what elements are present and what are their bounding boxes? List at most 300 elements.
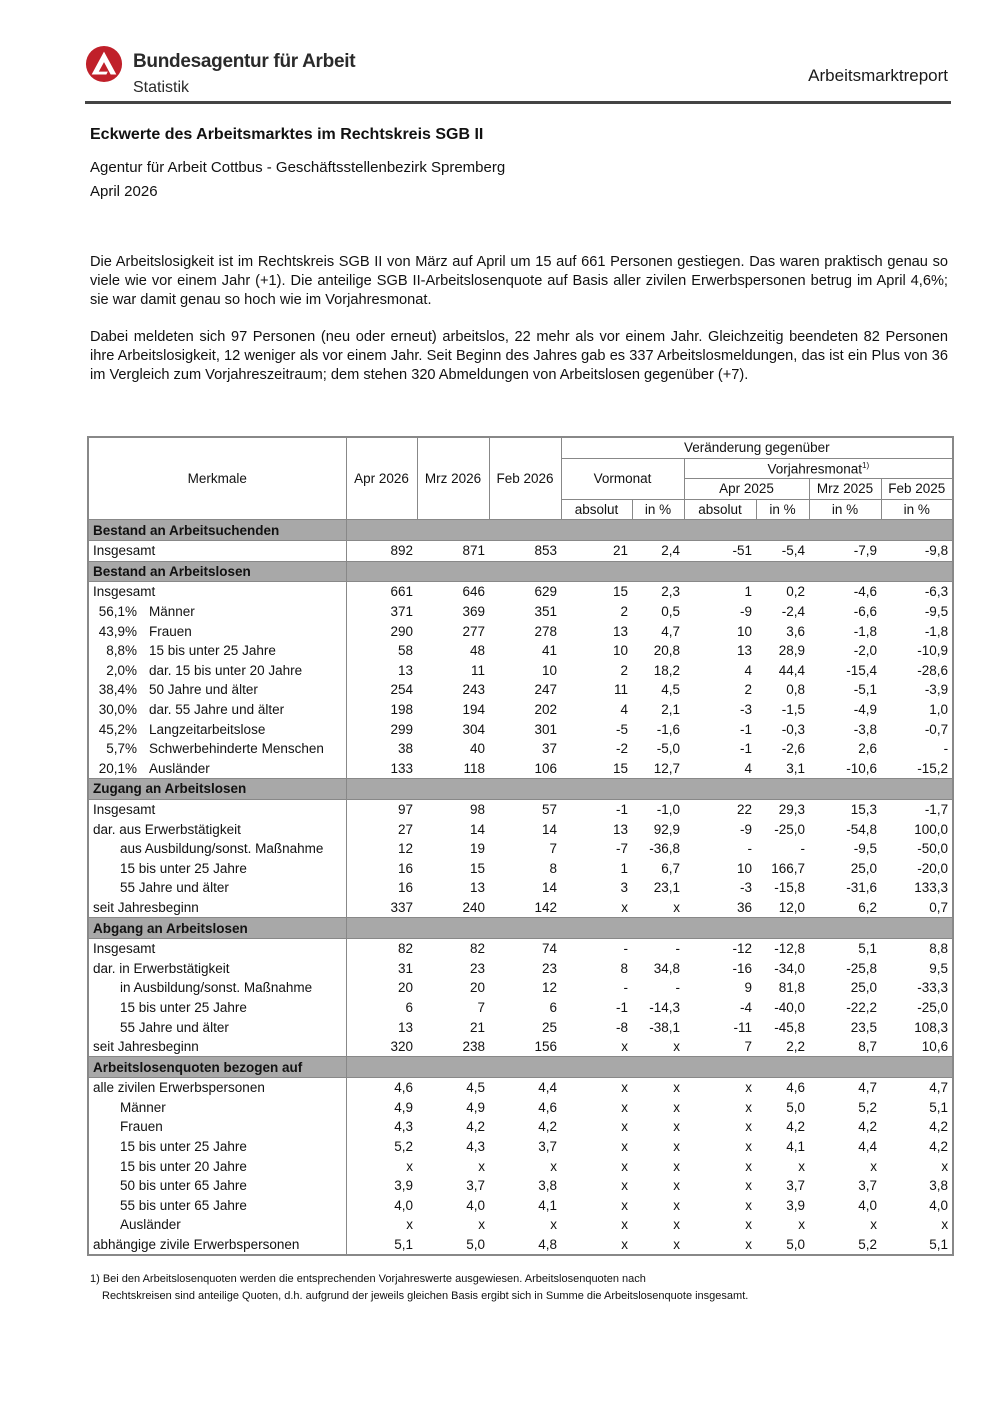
value-cell: x xyxy=(673,1237,680,1253)
value-cell: x xyxy=(798,1158,805,1174)
value-cell: -2,4 xyxy=(781,604,805,620)
row-label-cell xyxy=(88,661,346,681)
section-header-row xyxy=(88,1057,953,1078)
value-cell: x xyxy=(406,1217,413,1233)
value-cell: 25 xyxy=(541,1019,557,1035)
value-cell: x xyxy=(941,1217,949,1233)
value-cell: -4 xyxy=(739,999,752,1015)
value-cell: 15 xyxy=(612,584,628,600)
row-label: aus Ausbildung/sonst. Maßnahme xyxy=(120,841,324,857)
value-cell: -9,5 xyxy=(853,841,877,857)
row-label: dar. aus Erwerbstätigkeit xyxy=(93,821,241,837)
header-apr2025-absolut: absolut xyxy=(684,499,756,520)
value-cell: 13 xyxy=(397,1019,413,1035)
section-title: Bestand an Arbeitslosen xyxy=(88,561,346,582)
value-cell: 5,2 xyxy=(394,1139,413,1155)
row-label: seit Jahresbeginn xyxy=(93,1039,199,1055)
value-cell: -5,0 xyxy=(656,741,680,757)
value-cell: -7 xyxy=(615,841,628,857)
row-label-cell xyxy=(88,1098,346,1118)
value-cell: x xyxy=(550,1217,557,1233)
value-cell: -1,8 xyxy=(924,623,949,639)
page-header xyxy=(85,42,951,104)
value-cell: 7 xyxy=(549,841,557,857)
value-cell: -34,0 xyxy=(774,960,805,976)
row-label-cell xyxy=(88,621,346,641)
value-cell: 5,2 xyxy=(858,1099,877,1115)
value-cell: 4,6 xyxy=(394,1080,413,1096)
section-header-row xyxy=(88,520,953,541)
value-cell: 2 xyxy=(620,604,628,620)
value-cell: x xyxy=(745,1158,752,1174)
value-cell: x xyxy=(621,1197,628,1213)
value-cell: 1,0 xyxy=(929,702,949,718)
row-label: Männer xyxy=(120,1099,166,1115)
value-cell: 20 xyxy=(397,980,413,996)
value-cell: 4,0 xyxy=(858,1197,877,1213)
value-cell: x xyxy=(673,899,680,915)
value-cell: -12,8 xyxy=(774,941,805,957)
table-row xyxy=(88,1156,953,1176)
value-cell: x xyxy=(478,1217,485,1233)
share-percent: 20,1% xyxy=(98,760,137,776)
value-cell: x xyxy=(673,1080,680,1096)
row-label: alle zivilen Erwerbspersonen xyxy=(93,1080,265,1096)
value-cell: 351 xyxy=(534,604,557,620)
value-cell: 4,9 xyxy=(394,1099,413,1115)
value-cell: 37 xyxy=(541,741,557,757)
footnote-line-1: 1) Bei den Arbeitslosenquoten werden die entsprechenden Vorjahreswerte ausgewiesen. Arbeitslosenquoten nach xyxy=(90,1273,646,1285)
value-cell: 98 xyxy=(469,801,485,817)
value-cell: - xyxy=(675,941,680,957)
value-cell: x xyxy=(870,1158,877,1174)
value-cell: 8 xyxy=(549,860,557,876)
value-cell: x xyxy=(745,1139,752,1155)
value-cell: x xyxy=(673,1178,680,1194)
value-cell: -1,7 xyxy=(924,801,949,817)
value-cell: -5,4 xyxy=(781,543,805,559)
value-cell: 3,7 xyxy=(858,1178,877,1194)
value-cell: -11 xyxy=(733,1019,752,1035)
value-cell: 10 xyxy=(612,643,628,659)
share-percent: 8,8% xyxy=(106,643,137,659)
value-cell: x xyxy=(673,1158,680,1174)
row-label: Ausländer xyxy=(120,1217,181,1233)
value-cell: 5,0 xyxy=(786,1237,805,1253)
value-cell: 202 xyxy=(534,702,557,718)
value-cell: 2 xyxy=(744,682,752,698)
value-cell: -40,0 xyxy=(774,999,805,1015)
value-cell: -25,8 xyxy=(846,960,877,976)
value-cell: 13 xyxy=(612,623,628,639)
table-row xyxy=(88,1078,953,1098)
row-label-cell xyxy=(88,998,346,1018)
value-cell: -22,2 xyxy=(846,999,877,1015)
value-cell: -7,9 xyxy=(853,543,877,559)
row-label-cell xyxy=(88,858,346,878)
header-feb2026: Feb 2026 xyxy=(489,437,561,520)
value-cell: -25,0 xyxy=(917,999,949,1015)
value-cell: 9,5 xyxy=(929,960,949,976)
value-cell: 82 xyxy=(469,941,485,957)
value-cell: x xyxy=(621,1217,628,1233)
value-cell: x xyxy=(621,1099,628,1115)
value-cell: 23,1 xyxy=(653,880,680,896)
value-cell: x xyxy=(673,1099,680,1115)
table-row xyxy=(88,1235,953,1256)
header-mrz2026: Mrz 2026 xyxy=(417,437,489,520)
row-label-cell xyxy=(88,1235,346,1256)
value-cell: 11 xyxy=(613,682,628,698)
value-cell: -28,6 xyxy=(917,662,949,678)
table-row xyxy=(88,739,953,759)
table-row xyxy=(88,998,953,1018)
table-row xyxy=(88,1215,953,1235)
value-cell: 12 xyxy=(541,980,557,996)
value-cell: 0,2 xyxy=(786,584,805,600)
value-cell: -9,5 xyxy=(924,604,949,620)
value-cell: 28,9 xyxy=(778,643,805,659)
brand-subtitle: Statistik xyxy=(133,79,190,96)
value-cell: 25,0 xyxy=(850,860,877,876)
section-header-row xyxy=(88,561,953,582)
value-cell: 23 xyxy=(469,960,485,976)
footnote-line-2: Rechtskreisen sind anteilige Quoten, d.h. aufgrund der jeweils gleichen Basis ergibt sich in Summe die Arbeitslosenquote insgesamt. xyxy=(102,1290,749,1302)
table-row xyxy=(88,621,953,641)
value-cell: 4,6 xyxy=(538,1099,557,1115)
ba-logo-icon xyxy=(85,45,123,83)
value-cell: 13 xyxy=(612,821,628,837)
value-cell: - xyxy=(623,941,628,957)
row-label-cell xyxy=(88,602,346,622)
value-cell: 4,2 xyxy=(538,1119,557,1135)
value-cell: -6,6 xyxy=(853,604,877,620)
value-cell: 4,2 xyxy=(858,1119,877,1135)
value-cell: -0,7 xyxy=(924,721,949,737)
value-cell: 13 xyxy=(736,643,752,659)
value-cell: -4,9 xyxy=(853,702,877,718)
value-cell: 15 xyxy=(469,860,485,876)
value-cell: x xyxy=(621,1039,628,1055)
value-cell: 7 xyxy=(744,1039,752,1055)
row-label: dar. 15 bis unter 20 Jahre xyxy=(149,662,303,678)
header-feb2025-pct: in % xyxy=(881,499,953,520)
section-title: Bestand an Arbeitsuchenden xyxy=(88,520,346,541)
value-cell: 240 xyxy=(462,899,485,915)
value-cell: 243 xyxy=(462,682,485,698)
value-cell: 2,1 xyxy=(661,702,680,718)
row-label: Insgesamt xyxy=(93,543,156,559)
row-label-cell xyxy=(88,1117,346,1137)
value-cell: 5,0 xyxy=(466,1237,485,1253)
row-label: in Ausbildung/sonst. Maßnahme xyxy=(120,980,313,996)
section-header-fill xyxy=(346,918,953,939)
table-row xyxy=(88,978,953,998)
value-cell: -25,0 xyxy=(774,821,805,837)
summary-paragraph-1: Die Arbeitslosigkeit ist im Rechtskreis SGB II von März auf April um 15 auf 661 Personen gestiegen. Das waren praktisch genau so viele wie vor einem Jahr (+1). Die anteilige SGB II-Arbeitslosenquote auf Basis aller zivilen Erwerbspersonen betrug im April 4,6%; sie war damit genau so hoch wie im Vorjahresmonat. xyxy=(90,254,948,308)
value-cell: x xyxy=(406,1158,413,1174)
row-label: 15 bis unter 20 Jahre xyxy=(120,1158,247,1174)
value-cell: -12 xyxy=(732,941,752,957)
value-cell: 0,8 xyxy=(786,682,805,698)
share-percent: 5,7% xyxy=(106,741,137,757)
value-cell: 10 xyxy=(736,623,752,639)
document-subtitle: Agentur für Arbeit Cottbus - Geschäftsstellenbezirk Spremberg xyxy=(90,159,506,176)
value-cell: -5,1 xyxy=(853,682,877,698)
value-cell: -9,8 xyxy=(924,543,949,559)
value-cell: 31 xyxy=(397,960,413,976)
row-label-cell xyxy=(88,799,346,819)
value-cell: -20,0 xyxy=(917,860,949,876)
value-cell: 6,2 xyxy=(858,899,877,915)
row-label: Langzeitarbeitslose xyxy=(149,721,266,737)
row-label-cell xyxy=(88,540,346,561)
row-label-cell xyxy=(88,641,346,661)
value-cell: 58 xyxy=(397,643,413,659)
value-cell: 142 xyxy=(534,899,557,915)
row-label-cell xyxy=(88,819,346,839)
value-cell: 22 xyxy=(736,801,752,817)
value-cell: 14 xyxy=(541,821,557,837)
header-apr2025: Apr 2025 xyxy=(684,479,809,500)
value-cell: 1 xyxy=(620,860,628,876)
value-cell: 4,5 xyxy=(661,682,680,698)
value-cell: x xyxy=(673,1119,680,1135)
header-merkmale: Merkmale xyxy=(88,437,346,520)
row-label-cell xyxy=(88,978,346,998)
value-cell: 34,8 xyxy=(653,960,680,976)
value-cell: -3 xyxy=(739,702,752,718)
value-cell: -15,8 xyxy=(774,880,805,896)
row-label: dar. 55 Jahre und älter xyxy=(149,702,285,718)
value-cell: 166,7 xyxy=(771,860,805,876)
value-cell: 97 xyxy=(397,801,413,817)
value-cell: 6 xyxy=(549,999,557,1015)
value-cell: 14 xyxy=(541,880,557,896)
row-label: 15 bis unter 25 Jahre xyxy=(120,860,247,876)
value-cell: 11 xyxy=(470,662,485,678)
row-label-cell xyxy=(88,739,346,759)
table-row xyxy=(88,839,953,859)
value-cell: x xyxy=(745,1237,752,1253)
value-cell: x xyxy=(673,1139,680,1155)
value-cell: x xyxy=(745,1197,752,1213)
row-label: 55 Jahre und älter xyxy=(120,1019,229,1035)
table-row xyxy=(88,1017,953,1037)
value-cell: 13 xyxy=(397,662,413,678)
row-label-cell xyxy=(88,1156,346,1176)
section-header-fill xyxy=(346,561,953,582)
value-cell: 337 xyxy=(390,899,413,915)
value-cell: 4,4 xyxy=(858,1139,877,1155)
value-cell: 2,2 xyxy=(786,1039,805,1055)
value-cell: x xyxy=(621,1080,628,1096)
value-cell: 278 xyxy=(534,623,557,639)
value-cell: 12 xyxy=(397,841,413,857)
row-label: 55 Jahre und älter xyxy=(120,880,229,896)
value-cell: -1 xyxy=(739,741,752,757)
row-label: Insgesamt xyxy=(93,941,156,957)
section-header-fill xyxy=(346,520,953,541)
row-label-cell xyxy=(88,1196,346,1216)
row-label: 15 bis unter 25 Jahre xyxy=(120,1139,247,1155)
value-cell: 3,1 xyxy=(786,760,805,776)
value-cell: 5,1 xyxy=(929,1099,949,1115)
row-label: abhängige zivile Erwerbspersonen xyxy=(93,1237,300,1253)
value-cell: -6,3 xyxy=(924,584,949,600)
section-title: Arbeitslosenquoten bezogen auf xyxy=(88,1057,346,1078)
table-row xyxy=(88,719,953,739)
row-label-cell xyxy=(88,1037,346,1057)
row-label: Schwerbehinderte Menschen xyxy=(149,741,324,757)
table-row xyxy=(88,680,953,700)
value-cell: 4,1 xyxy=(538,1197,557,1213)
value-cell: 661 xyxy=(390,584,413,600)
value-cell: 16 xyxy=(397,860,413,876)
value-cell: 4,0 xyxy=(394,1197,413,1213)
value-cell: 853 xyxy=(534,543,557,559)
table-row xyxy=(88,661,953,681)
share-percent: 30,0% xyxy=(98,702,137,718)
value-cell: x xyxy=(941,1158,949,1174)
value-cell: - xyxy=(675,980,680,996)
row-label: Frauen xyxy=(149,623,192,639)
table-row xyxy=(88,1098,953,1118)
value-cell: 3,9 xyxy=(786,1197,805,1213)
value-cell: -51 xyxy=(732,543,752,559)
value-cell: 198 xyxy=(390,702,413,718)
value-cell: 2 xyxy=(620,662,628,678)
value-cell: 4,2 xyxy=(466,1119,485,1135)
row-label-cell xyxy=(88,1176,346,1196)
value-cell: - xyxy=(800,841,805,857)
value-cell: 4,9 xyxy=(466,1099,485,1115)
value-cell: 156 xyxy=(534,1039,557,1055)
table-row xyxy=(88,898,953,918)
value-cell: - xyxy=(943,741,949,757)
table-row xyxy=(88,602,953,622)
value-cell: 371 xyxy=(390,604,413,620)
value-cell: 133 xyxy=(390,760,413,776)
value-cell: -45,8 xyxy=(774,1019,805,1035)
table-row xyxy=(88,799,953,819)
value-cell: 4 xyxy=(744,662,752,678)
share-percent: 38,4% xyxy=(98,682,137,698)
row-label: 15 bis unter 25 Jahre xyxy=(120,999,247,1015)
row-label: 50 Jahre und älter xyxy=(149,682,258,698)
value-cell: -31,6 xyxy=(846,880,877,896)
value-cell: 18,2 xyxy=(653,662,680,678)
value-cell: -8 xyxy=(615,1019,628,1035)
value-cell: 4,7 xyxy=(858,1080,877,1096)
document-date: April 2026 xyxy=(90,183,158,200)
value-cell: 4,0 xyxy=(929,1197,949,1213)
value-cell: 41 xyxy=(541,643,557,659)
value-cell: 247 xyxy=(534,682,557,698)
row-label: Männer xyxy=(149,604,195,620)
share-percent: 45,2% xyxy=(98,721,137,737)
value-cell: 4,7 xyxy=(929,1080,949,1096)
value-cell: 48 xyxy=(469,643,485,659)
value-cell: -1,0 xyxy=(656,801,680,817)
section-header-row xyxy=(88,779,953,800)
value-cell: 3 xyxy=(620,880,628,896)
value-cell: -10,6 xyxy=(846,760,877,776)
value-cell: -1 xyxy=(615,801,628,817)
value-cell: -36,8 xyxy=(649,841,680,857)
value-cell: 3,8 xyxy=(538,1178,557,1194)
row-label-cell xyxy=(88,1017,346,1037)
value-cell: 5,1 xyxy=(929,1237,949,1253)
value-cell: 5,0 xyxy=(786,1099,805,1115)
value-cell: 5,1 xyxy=(394,1237,413,1253)
value-cell: 4,2 xyxy=(786,1119,805,1135)
table-row xyxy=(88,1176,953,1196)
value-cell: -1,6 xyxy=(656,721,680,737)
value-cell: 2,4 xyxy=(661,543,680,559)
value-cell: x xyxy=(621,1237,628,1253)
row-label-cell xyxy=(88,1137,346,1157)
row-label-cell xyxy=(88,878,346,898)
value-cell: -14,3 xyxy=(649,999,680,1015)
value-cell: 320 xyxy=(390,1039,413,1055)
value-cell: x xyxy=(550,1158,557,1174)
value-cell: -3,9 xyxy=(924,682,949,698)
value-cell: 299 xyxy=(390,721,413,737)
header-vorjahresmonat: Vorjahresmonat$^{1)}$ xyxy=(684,458,953,479)
value-cell: -4,6 xyxy=(853,584,877,600)
value-cell: 15,3 xyxy=(850,801,877,817)
value-cell: -2,0 xyxy=(853,643,877,659)
value-cell: -9 xyxy=(739,821,752,837)
header-vormonat-absolut: absolut xyxy=(561,499,632,520)
value-cell: 25,0 xyxy=(850,980,877,996)
row-label-cell xyxy=(88,938,346,958)
row-label: Insgesamt xyxy=(93,801,156,817)
value-cell: 3,8 xyxy=(929,1178,949,1194)
value-cell: -54,8 xyxy=(846,821,877,837)
footnote xyxy=(90,1271,748,1305)
value-cell: x xyxy=(621,1139,628,1155)
value-cell: 38 xyxy=(397,741,413,757)
header-feb2025: Feb 2025 xyxy=(881,479,953,500)
row-label-cell xyxy=(88,839,346,859)
value-cell: -5 xyxy=(615,721,628,737)
header-apr2025-pct: in % xyxy=(756,499,809,520)
value-cell: -33,3 xyxy=(917,980,949,996)
value-cell: x xyxy=(673,1217,680,1233)
table-row xyxy=(88,938,953,958)
header-mrz2025: Mrz 2025 xyxy=(809,479,881,500)
row-label-cell xyxy=(88,1215,346,1235)
value-cell: 4,1 xyxy=(786,1139,805,1155)
value-cell: 4,5 xyxy=(466,1080,485,1096)
row-label-cell xyxy=(88,719,346,739)
value-cell: 4,4 xyxy=(538,1080,557,1096)
value-cell: 4,7 xyxy=(661,623,680,639)
value-cell: 277 xyxy=(462,623,485,639)
value-cell: 40 xyxy=(469,741,485,757)
value-cell: 21 xyxy=(469,1019,485,1035)
value-cell: x xyxy=(673,1197,680,1213)
value-cell: 194 xyxy=(462,702,485,718)
value-cell: -16 xyxy=(732,960,752,976)
value-cell: -3 xyxy=(739,880,752,896)
value-cell: x xyxy=(745,1080,752,1096)
value-cell: 74 xyxy=(541,941,557,957)
eckwerte-table xyxy=(87,436,954,1256)
value-cell: -15,2 xyxy=(917,760,949,776)
